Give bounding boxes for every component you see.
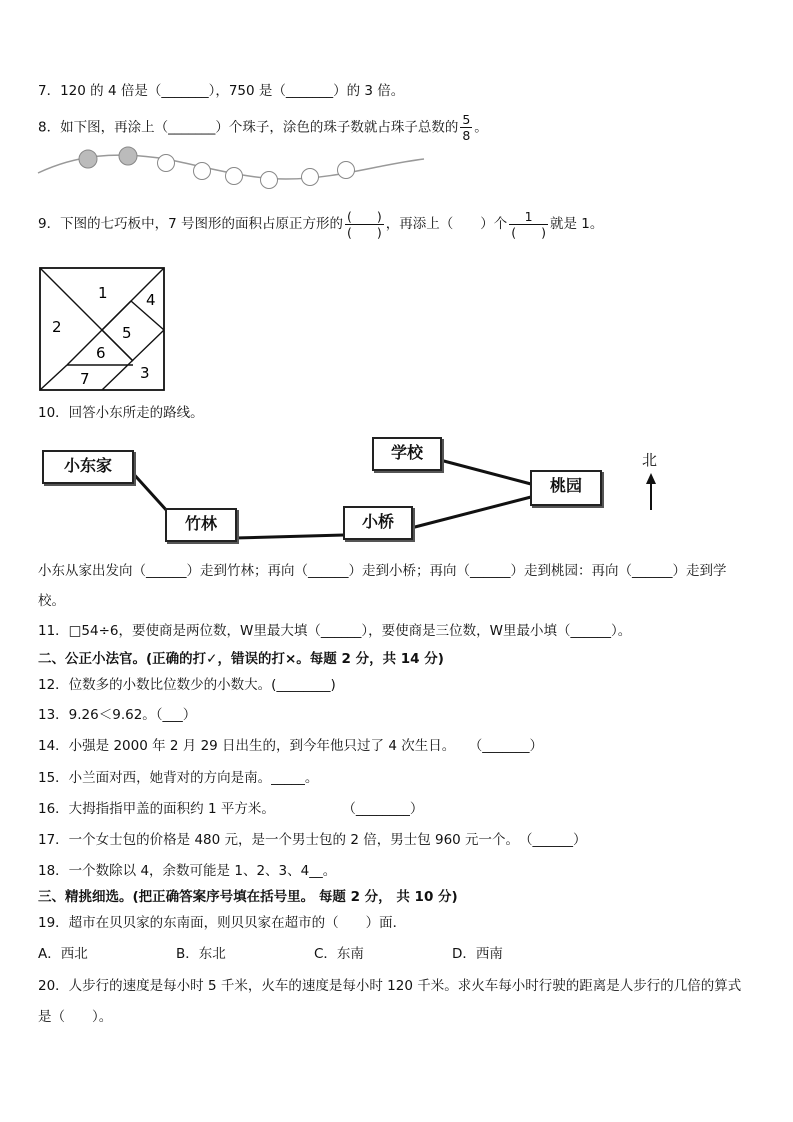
question-17: 17．一个女士包的价格是 480 元，是一个男士包的 2 倍，男士包 960 元一个。 （______） (38, 832, 587, 848)
place-small-bridge: 小桥 (343, 506, 413, 540)
bead (302, 169, 319, 186)
option-c: C．东南 (314, 946, 364, 962)
fraction-one-over-blank (509, 209, 548, 240)
tangram-label-2: 2 (52, 318, 62, 336)
question-19: 19．超市在贝贝家的东南面，则贝贝家在超市的（ ）面． (38, 915, 407, 931)
bead-shaded (79, 150, 97, 168)
question-14: 14．小强是 2000 年 2 月 29 日出生的，到今年他只过了 4 次生日。 （_______） (38, 738, 543, 754)
fraction-denominator: 8 (462, 128, 471, 143)
question-11: 11．□54÷6，要使商是两位数，W里最大填（______），要使商是三位数，W里最小填（______）。 (38, 623, 632, 639)
place-peach-garden: 桃园 (530, 470, 602, 506)
tangram-label-7: 7 (80, 370, 90, 388)
option-a: A．西北 (38, 946, 88, 962)
section-2-heading: 二、公正小法官。(正确的打✓，错误的打×。每题 2 分，共 14 分) (38, 651, 444, 667)
question-9-text: 9．下图的七巧板中，7 号图形的面积占原正方形的 (38, 216, 343, 232)
question-9-text-b: ，再添上（ ）个 (385, 216, 508, 232)
question-8-text: 8．如下图，再涂上（_______）个珠子，涂色的珠子数就占珠子总数的 (38, 119, 459, 136)
tangram-label-4: 4 (146, 291, 156, 309)
question-12: 12．位数多的小数比位数少的小数大。(________) (38, 677, 336, 693)
question-15: 15．小兰面对西，她背对的方向是南。_____。 (38, 770, 319, 786)
tangram-label-6: 6 (96, 344, 106, 362)
tangram-label-1: 1 (98, 284, 108, 302)
fraction-blank (345, 209, 384, 240)
option-d: D．西南 (452, 946, 503, 962)
option-b: B．东北 (176, 946, 226, 962)
question-10: 10．回答小东所走的路线。 (38, 405, 204, 421)
question-16: 16．大拇指指甲盖的面积约 1 平方米。 （________） (38, 801, 424, 817)
bead (261, 172, 278, 189)
bead (226, 168, 243, 185)
question-20-line1: 20．人步行的速度是每小时 5 千米，火车的速度是每小时 120 千米。求火车每小时行驶的距离是人步行的几倍的算式 (38, 978, 742, 994)
fraction-five-eighths (460, 112, 472, 143)
question-9-end: 就是 1。 (550, 216, 604, 232)
bead-string-figure (36, 145, 426, 190)
question-10-answer-line1: 小东从家出发向（______）走到竹林；再向（______）走到小桥；再向（______）走到桃园：再向（______）走到学 (38, 563, 727, 579)
tangram-figure (38, 266, 166, 392)
bead (194, 163, 211, 180)
question-18: 18．一个数除以 4，余数可能是 1、2、3、4__。 (38, 863, 337, 879)
fraction-denominator: ( ) (511, 224, 547, 240)
fraction-denominator: ( ) (346, 224, 382, 240)
question-19-options (38, 945, 590, 963)
place-xiaodong-home: 小东家 (42, 450, 134, 484)
place-bamboo-forest: 竹林 (165, 508, 237, 542)
question-13: 13．9.26＜9.62。（___） (38, 707, 197, 723)
tangram-label-5: 5 (122, 324, 132, 342)
section-3-heading: 三、精挑细选。(把正确答案序号填在括号里。 每题 2 分， 共 10 分) (38, 889, 458, 905)
north-label: 北 (642, 451, 658, 469)
question-8 (38, 112, 488, 143)
fraction-numerator: 1 (509, 209, 548, 225)
question-8-end: 。 (474, 119, 488, 136)
bead (158, 155, 175, 172)
tangram-label-3: 3 (140, 364, 150, 382)
bead (338, 162, 355, 179)
fraction-numerator: ( ) (346, 208, 382, 224)
question-20-line2: 是（ ）。 (38, 1009, 113, 1025)
fraction-numerator: 5 (462, 112, 471, 127)
bead-shaded (119, 147, 137, 165)
question-10-answer-line2: 校。 (38, 593, 65, 609)
place-school: 学校 (372, 437, 442, 471)
question-7: 7．120 的 4 倍是（_______），750 是（_______）的 3 倍。 (38, 83, 405, 99)
question-9 (38, 208, 603, 240)
